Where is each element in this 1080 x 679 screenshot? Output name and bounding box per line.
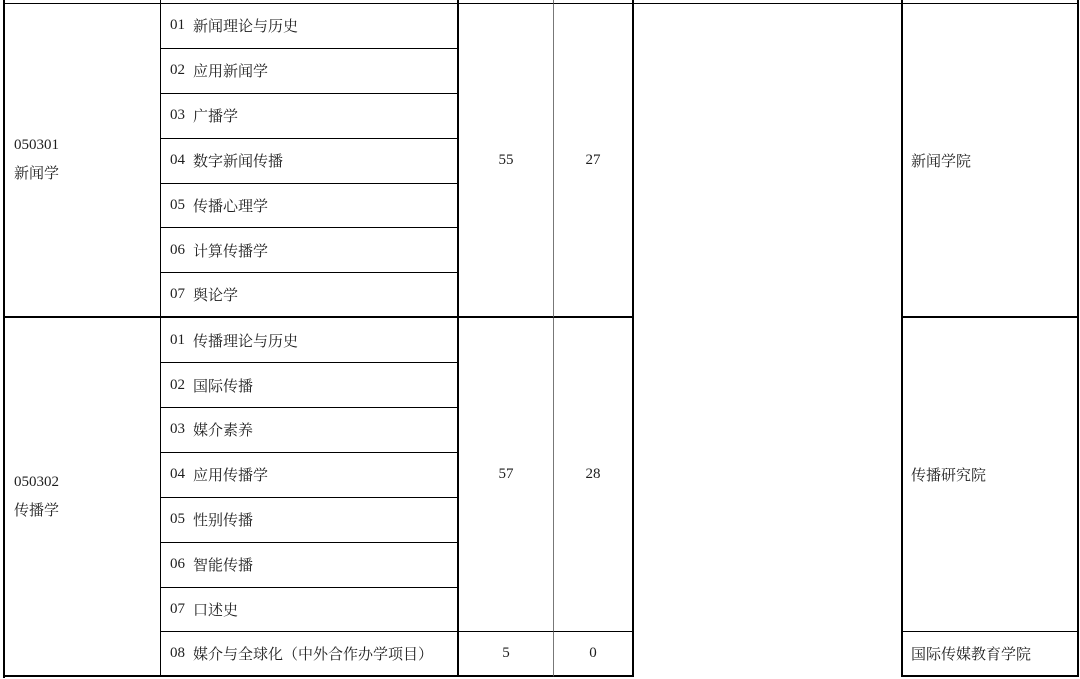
college-cell [903,318,1079,632]
direction-number: 04 [170,466,185,483]
direction-label: 数字新闻传播 [193,154,284,171]
direction-label: 计算传播学 [193,243,269,260]
research-direction-cell [161,498,459,543]
program-code: 050302 [14,473,59,490]
direction-number: 02 [170,62,185,79]
direction-label: 性别传播 [193,513,254,530]
direction-label: 传播心理学 [193,199,269,215]
research-direction-cell [161,139,459,184]
direction-label: 舆论学 [193,288,239,305]
program-code-cell [5,4,161,318]
direction-number: 05 [170,511,185,528]
research-direction-cell [161,543,459,588]
direction-label: 媒介与全球化（中外合作办学项目） [193,647,434,664]
college-cell [903,4,1079,318]
program-code-cell [5,318,161,677]
direction-label: 口述史 [193,603,239,620]
direction-number: 01 [170,331,185,348]
research-direction-cell [161,408,459,453]
research-direction-cell [161,228,459,273]
program-code: 050301 [14,137,59,154]
direction-number: 03 [170,421,185,438]
direction-label: 应用传播学 [193,468,269,485]
college-name: 传播研究院 [911,468,987,485]
direction-label: 传播理论与历史 [193,333,299,350]
direction-number: 07 [170,601,185,618]
research-direction-cell [161,588,459,633]
program-name: 新闻学 [14,166,60,183]
college-name: 新闻学院 [911,153,972,170]
count-a-cell: 57 [459,318,554,632]
direction-number: 03 [170,107,185,124]
admissions-table [3,0,1079,678]
college-cell [903,632,1079,677]
direction-number: 08 [170,645,185,662]
research-direction-cell [161,49,459,94]
research-direction-cell [161,94,459,139]
direction-number: 04 [170,152,185,169]
count-a-cell: 5 [459,632,554,677]
direction-label: 媒介素养 [193,423,254,440]
direction-number: 05 [170,197,185,213]
college-name: 国际传媒教育学院 [911,647,1032,664]
empty-cell [634,4,903,677]
direction-number: 01 [170,17,185,34]
count-b-cell: 28 [554,318,634,632]
direction-number: 07 [170,286,185,303]
research-direction-cell [161,184,459,229]
research-direction-cell [161,453,459,498]
direction-label: 广播学 [193,109,239,126]
direction-label: 新闻理论与历史 [193,19,299,36]
direction-number: 06 [170,241,185,258]
count-b-cell: 27 [554,4,634,318]
direction-number: 02 [170,376,185,393]
research-direction-cell [161,273,459,318]
program-name: 传播学 [14,502,60,519]
research-direction-cell [161,632,459,677]
direction-label: 应用新闻学 [193,64,269,81]
direction-label: 智能传播 [193,558,254,575]
count-b-cell: 0 [554,632,634,677]
count-a-cell: 55 [459,4,554,318]
research-direction-cell [161,318,459,363]
research-direction-cell [161,4,459,49]
direction-number: 06 [170,556,185,573]
direction-label: 国际传播 [193,378,254,395]
research-direction-cell [161,363,459,408]
